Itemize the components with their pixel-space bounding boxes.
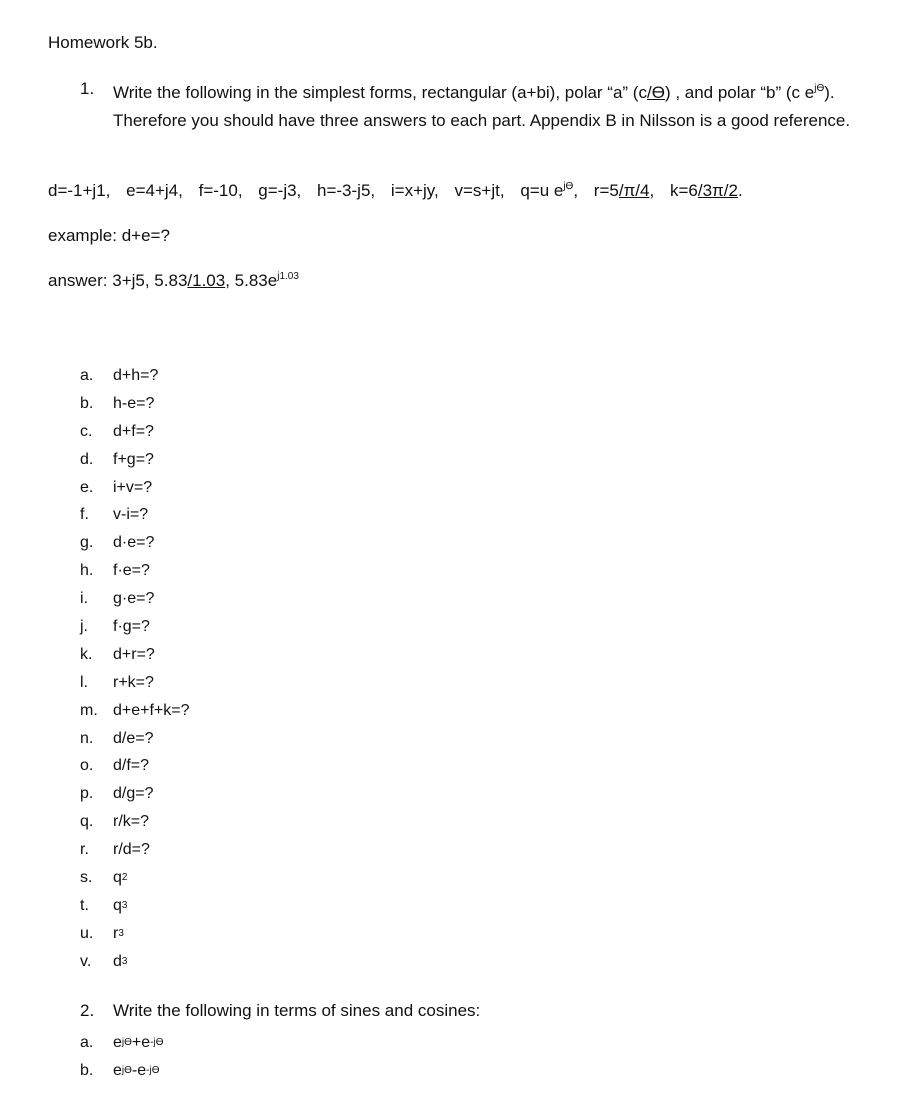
def-f: f=-10,	[198, 181, 243, 200]
part-expression: r/k=?	[113, 813, 150, 831]
question-1-part	[80, 725, 190, 753]
part-label: j.	[80, 617, 88, 635]
question-1-part	[80, 474, 190, 502]
question-1-part	[80, 669, 190, 697]
part-label: f.	[80, 506, 89, 524]
def-r-post: ,	[649, 181, 655, 200]
part-expression: g·e=?	[113, 590, 155, 608]
part-label: l.	[80, 673, 88, 691]
part-e1: e	[113, 1034, 122, 1051]
def-r-pre: r=5	[593, 181, 619, 200]
part-expression: d+h=?	[113, 366, 159, 384]
def-v: v=s+jt,	[454, 181, 505, 200]
part-base: q	[113, 896, 122, 914]
part-label: v.	[80, 952, 92, 970]
part-e1: e	[113, 1062, 122, 1079]
part-label: o.	[80, 757, 94, 775]
part-label: a.	[80, 366, 94, 384]
def-d: d=-1+j1,	[48, 181, 111, 200]
q1-text-b: ) , and polar “b” (c e	[664, 83, 815, 102]
part-expression: f·e=?	[113, 562, 150, 580]
answer-mid: , 5.83e	[225, 271, 278, 290]
answer-pre: answer: 3+j5, 5.83	[48, 271, 188, 290]
part-label: m.	[80, 701, 98, 719]
question-1-part	[80, 780, 190, 808]
question-1-part: v. d 3	[80, 952, 128, 970]
part-expression: v-i=?	[113, 506, 149, 524]
part-label: p.	[80, 785, 94, 803]
def-r-angle: /π/4	[618, 181, 650, 200]
part-expression: r+k=?	[113, 673, 154, 691]
part-label: d.	[80, 450, 94, 468]
part-expression: d/g=?	[113, 785, 154, 803]
question-1-part	[80, 501, 190, 529]
part-operator: +e	[131, 1034, 151, 1051]
def-k-pre: k=6	[669, 181, 698, 200]
part-label: i.	[80, 590, 88, 608]
part-label: s.	[80, 868, 93, 886]
part-base: d	[113, 952, 122, 970]
part-expression: d+e+f+k=?	[113, 701, 190, 719]
part-expression: h-e=?	[113, 394, 155, 412]
part-label: b.	[80, 394, 94, 412]
part-base: r	[113, 924, 119, 942]
question-2-text: Write the following in terms of sines and cosines:	[113, 1001, 481, 1020]
question-2-part: a. e jƟ +e -jƟ	[80, 1034, 164, 1051]
question-1-part	[80, 390, 190, 418]
question-1-part	[80, 808, 190, 836]
q1-text-a: Write the following in the simplest forms, rectangular (a+bi), polar “a” (c	[113, 83, 647, 102]
question-2-parts	[80, 1029, 164, 1085]
part-label: c.	[80, 422, 93, 440]
q1-text-c: ). Therefore you should have three answers to each part. Appendix B in Nilsson is a good reference.	[113, 83, 851, 130]
def-q-exponent: jƟ	[563, 181, 574, 192]
part-expression: i+v=?	[113, 478, 153, 496]
part-expression: d/f=?	[113, 757, 150, 775]
question-1-part	[80, 641, 190, 669]
def-g: g=-j3,	[258, 181, 302, 200]
question-1-part	[80, 362, 190, 390]
def-q	[520, 181, 578, 201]
question-1-part	[80, 418, 190, 446]
def-r	[594, 181, 654, 201]
example-line: example: d+e=?	[48, 226, 170, 245]
part-label: q.	[80, 813, 94, 831]
question-1-number: 1.	[80, 79, 95, 98]
part-expression: d/e=?	[113, 729, 154, 747]
answer-angle: /1.03	[187, 271, 226, 290]
answer-exponent: j1.03	[277, 271, 299, 282]
question-1-part	[80, 752, 190, 780]
part-expression: r/d=?	[113, 841, 150, 859]
question-1-part	[80, 836, 190, 864]
part-label: r.	[80, 841, 89, 859]
def-k-angle: /3π/2	[697, 181, 738, 200]
part-label: t.	[80, 896, 89, 914]
part-label: e.	[80, 478, 94, 496]
part-expression: d+f=?	[113, 422, 154, 440]
document-title: Homework 5b.	[48, 33, 158, 52]
def-q-pre: q=u e	[520, 181, 564, 200]
part-label: b.	[80, 1062, 94, 1079]
part-expression: f+g=?	[113, 450, 154, 468]
part-label: u.	[80, 924, 94, 942]
def-e: e=4+j4,	[126, 181, 183, 200]
question-1-part	[80, 613, 190, 641]
question-2	[80, 1001, 480, 1021]
def-k	[670, 181, 743, 201]
question-1-part	[80, 697, 190, 725]
question-1-parts	[80, 362, 190, 976]
def-i: i=x+jy,	[390, 181, 439, 200]
question-1-part: t. q 3	[80, 896, 128, 914]
question-1-part	[80, 529, 190, 557]
part-label: k.	[80, 645, 93, 663]
part-expression: d+r=?	[113, 645, 155, 663]
q1-exponent: jƟ	[814, 83, 825, 94]
part-expression: d·e=?	[113, 534, 155, 552]
answer-line	[48, 271, 299, 291]
question-1-part: s. q 2	[80, 868, 128, 886]
variable-definitions	[48, 181, 754, 201]
part-base: q	[113, 868, 122, 886]
part-label: h.	[80, 562, 94, 580]
part-label: n.	[80, 729, 94, 747]
question-2-part: b. e jƟ -e -jƟ	[80, 1062, 160, 1079]
question-1-part: u. r 3	[80, 924, 124, 942]
question-2-number: 2.	[80, 1001, 95, 1020]
part-operator: -e	[131, 1062, 147, 1079]
question-1-part	[80, 557, 190, 585]
question-1-part	[80, 585, 190, 613]
question-1-part	[80, 446, 190, 474]
part-expression: f·g=?	[113, 617, 150, 635]
def-q-post: ,	[573, 181, 579, 200]
part-label: a.	[80, 1034, 94, 1051]
question-1-text	[113, 79, 883, 135]
q1-angle-symbol: /Ɵ	[646, 83, 665, 102]
def-h: h=-3-j5,	[317, 181, 376, 200]
def-k-post: .	[737, 181, 743, 200]
part-label: g.	[80, 534, 94, 552]
